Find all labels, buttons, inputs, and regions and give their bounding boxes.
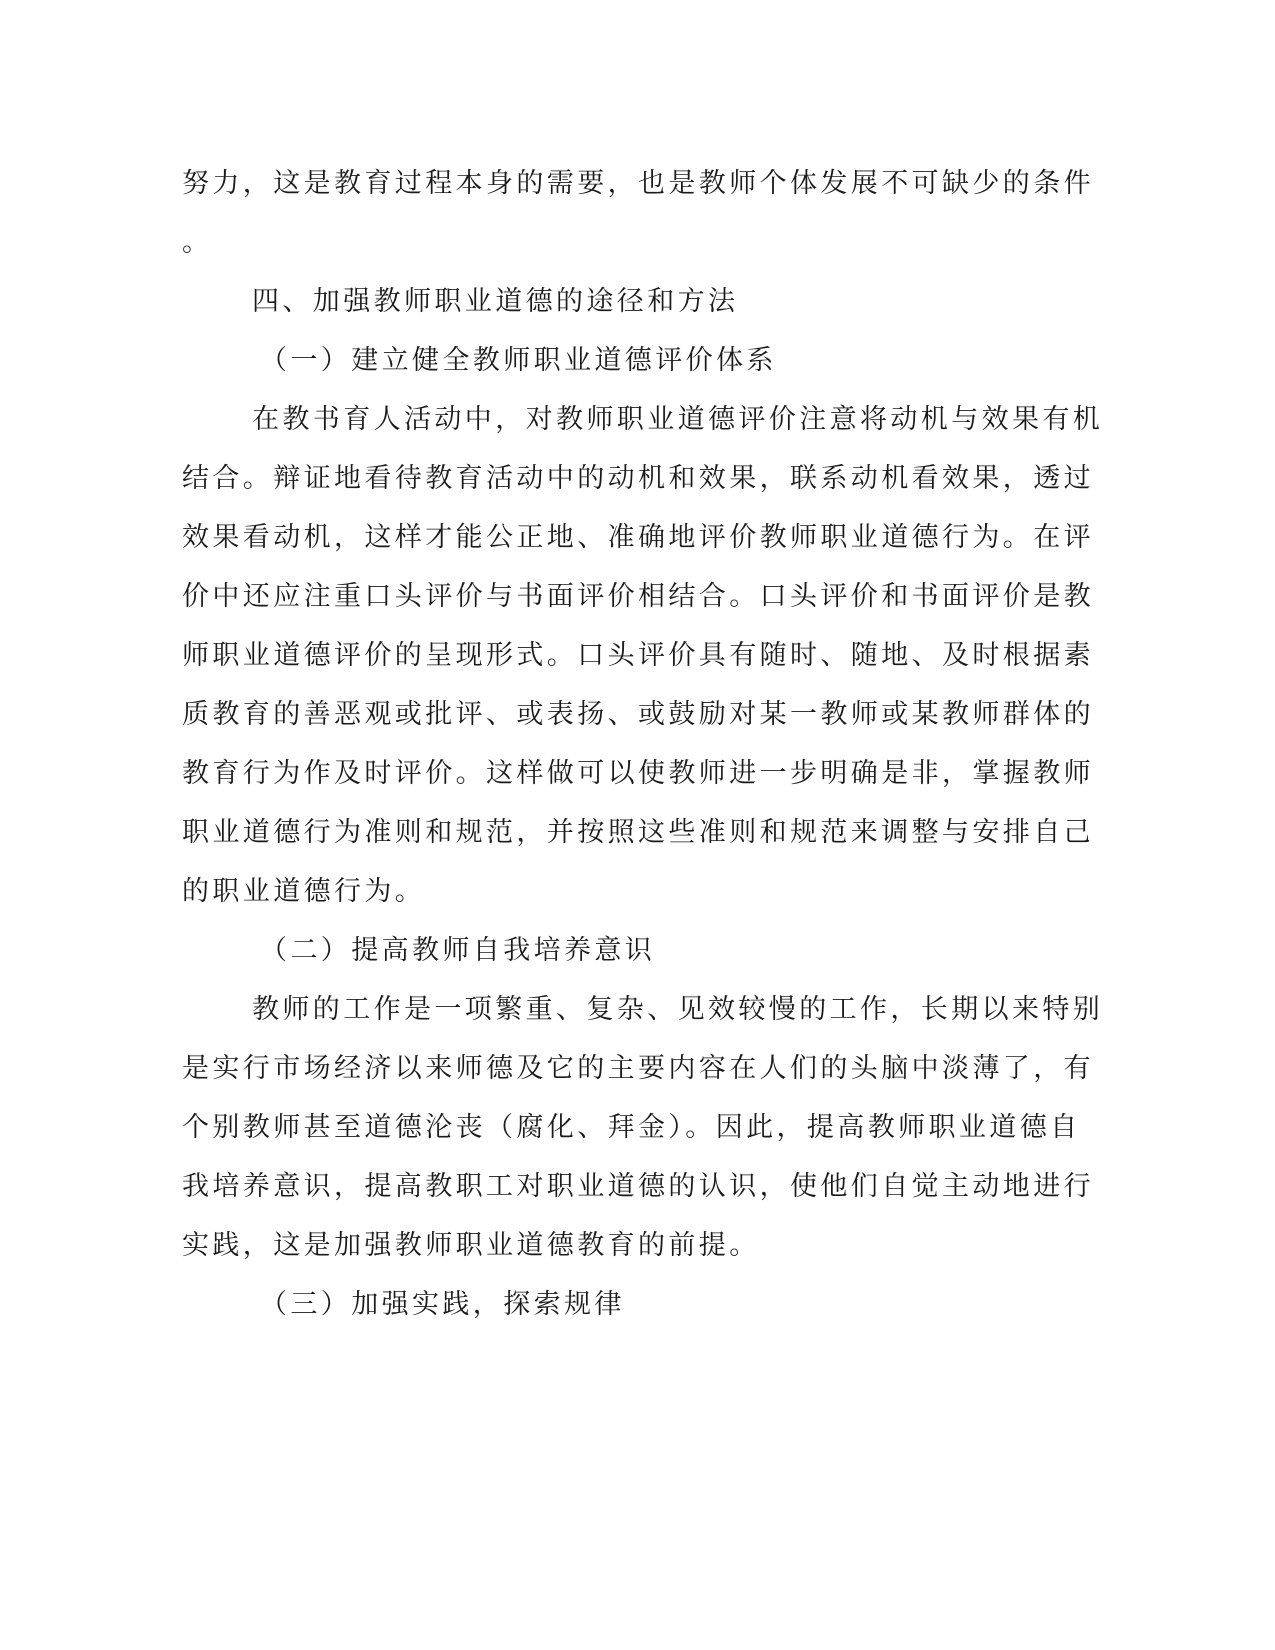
paragraph-line: 我培养意识，提高教职工对职业道德的认识，使他们自觉主动地进行 [182, 1171, 1094, 1202]
paragraph-line: 师职业道德评价的呈现形式。口头评价具有随时、随地、及时根据素 [182, 640, 1094, 671]
paragraph-line: 个别教师甚至道德沦丧（腐化、拜金）。因此，提高教师职业道德自 [182, 1112, 1081, 1143]
paragraph-continuation-line: 努力，这是教育过程本身的需要，也是教师个体发展不可缺少的条件 [182, 168, 1094, 199]
document-body [182, 154, 1104, 1334]
paragraph-line: 实践，这是加强教师职业道德教育的前提。 [182, 1230, 760, 1261]
paragraph-line: 质教育的善恶观或批评、或表扬、或鼓励对某一教师或某教师群体的 [182, 699, 1094, 730]
paragraph-line: 价中还应注重口头评价与书面评价相结合。口头评价和书面评价是教 [182, 581, 1094, 612]
paragraph-line: 效果看动机，这样才能公正地、准确地评价教师职业道德行为。在评 [182, 522, 1094, 553]
paragraph-line: 结合。辩证地看待教育活动中的动机和效果，联系动机看效果，透过 [182, 463, 1094, 494]
paragraph-line: 职业道德行为准则和规范，并按照这些准则和规范来调整与安排自己 [182, 817, 1094, 848]
subsection-heading: （一）建立健全教师职业道德评价体系 [260, 345, 777, 376]
subsection-heading: （三）加强实践，探索规律 [260, 1289, 625, 1320]
paragraph-line: 的职业道德行为。 [182, 876, 426, 907]
subsection-heading: （二）提高教师自我培养意识 [260, 935, 656, 966]
paragraph-first-line: 教师的工作是一项繁重、复杂、见效较慢的工作，长期以来特别 [252, 994, 1104, 1025]
paragraph-line: 教育行为作及时评价。这样做可以使教师进一步明确是非，掌握教师 [182, 758, 1094, 789]
paragraph-line: 是实行市场经济以来师德及它的主要内容在人们的头脑中淡薄了，有 [182, 1053, 1094, 1084]
section-heading: 四、加强教师职业道德的途径和方法 [252, 286, 739, 317]
paragraph-continuation-line: 。 [182, 227, 213, 258]
paragraph-first-line: 在教书育人活动中，对教师职业道德评价注意将动机与效果有机 [252, 404, 1104, 435]
